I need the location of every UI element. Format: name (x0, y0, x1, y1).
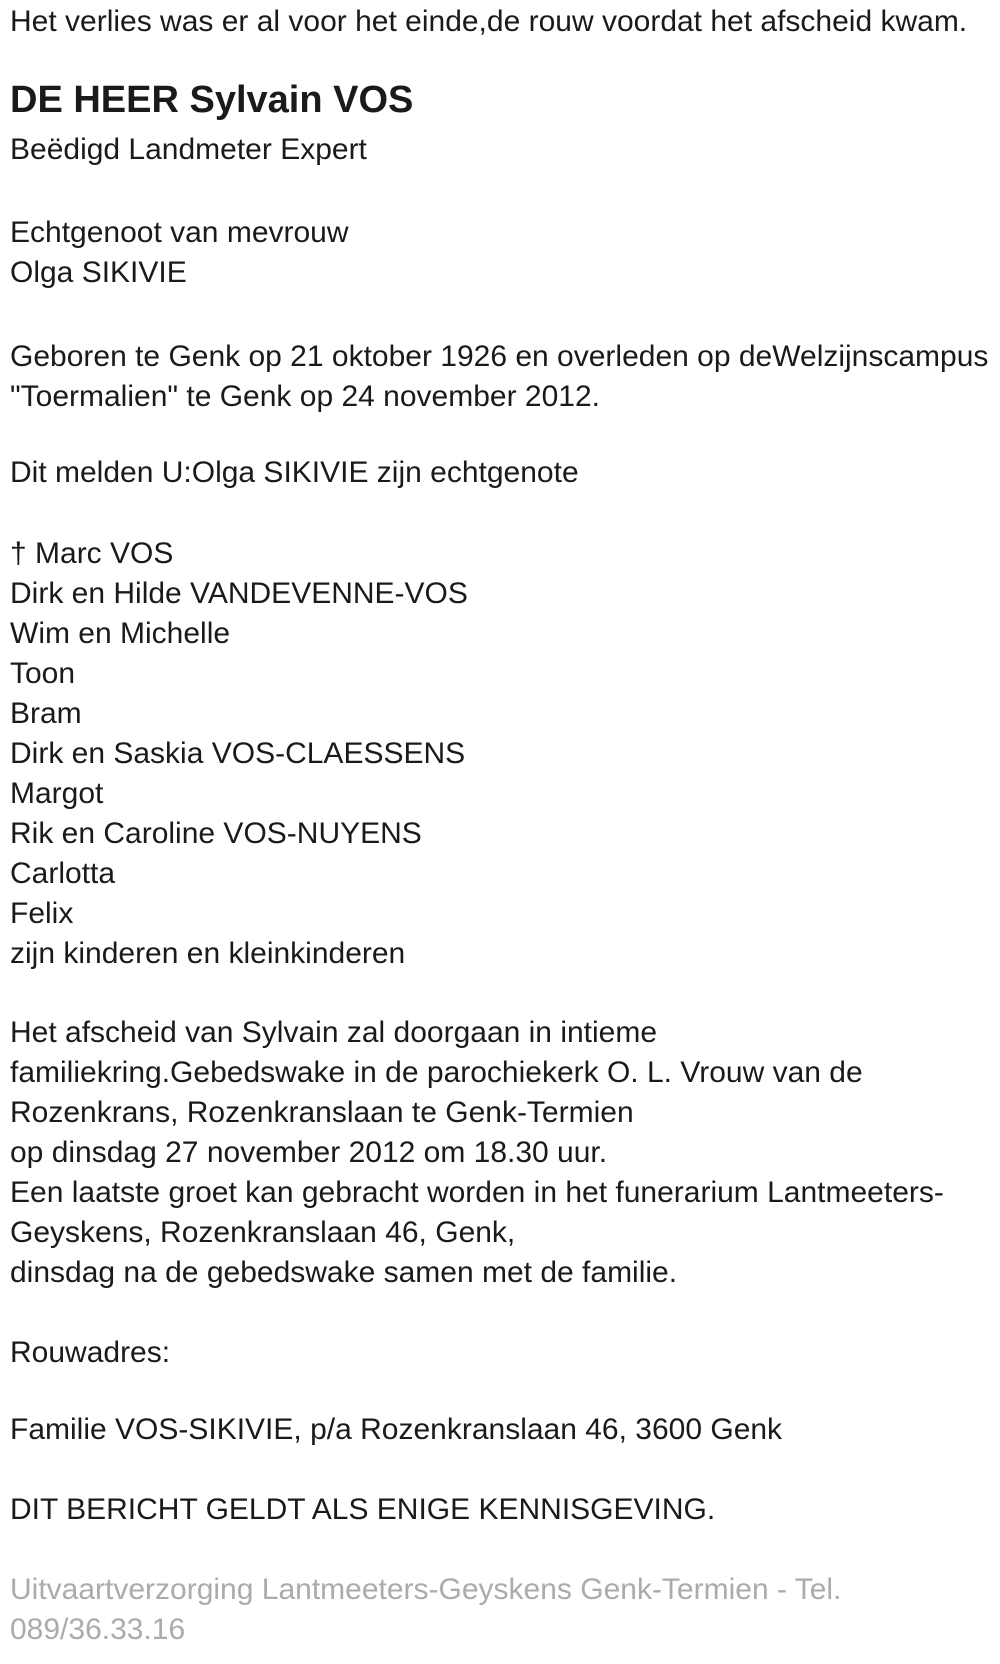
profession-subtitle: Beëdigd Landmeter Expert (10, 133, 367, 166)
family-list (10, 534, 1000, 974)
text-line: Wim en Michelle (10, 617, 231, 650)
text-line: Een laatste groet kan gebracht worden in het funerarium Lantmeeters- (10, 1176, 944, 1209)
ceremony-section (10, 1013, 1000, 1293)
deceased-name-title: DE HEER Sylvain VOS (10, 79, 414, 121)
text-line: Carlotta (10, 857, 116, 890)
birth-death-section (10, 337, 1000, 417)
text-line: Rozenkrans, Rozenkranslaan te Genk-Termien (10, 1096, 634, 1129)
text-line: dinsdag na de gebedswake samen met de familie. (10, 1256, 678, 1289)
text-line: † Marc VOS (10, 537, 174, 570)
single-notification-line: DIT BERICHT GELDT ALS ENIGE KENNISGEVING. (10, 1493, 716, 1526)
text-line: "Toermalien" te Genk op 24 november 2012. (10, 380, 600, 413)
text-line: op dinsdag 27 november 2012 om 18.30 uur. (10, 1136, 608, 1169)
text-line: Toon (10, 657, 76, 690)
spouse-section (10, 213, 1000, 293)
text-line: Geboren te Genk op 21 oktober 1926 en overleden op deWelzijnscampus (10, 340, 989, 373)
funeral-home-footer (10, 1570, 1000, 1650)
text-line: Het afscheid van Sylvain zal doorgaan in intieme (10, 1016, 658, 1049)
text-line: Dirk en Saskia VOS-CLAESSENS (10, 737, 466, 770)
text-line: 089/36.33.16 (10, 1613, 186, 1646)
text-line: zijn kinderen en kleinkinderen (10, 937, 406, 970)
text-line: Uitvaartverzorging Lantmeeters-Geyskens Genk-Termien - Tel. (10, 1573, 842, 1606)
text-line: Dirk en Hilde VANDEVENNE-VOS (10, 577, 468, 610)
text-line: Margot (10, 777, 104, 810)
text-line: Echtgenoot van mevrouw (10, 216, 349, 249)
text-line: Geyskens, Rozenkranslaan 46, Genk, (10, 1216, 516, 1249)
mourning-address-line: Familie VOS-SIKIVIE, p/a Rozenkranslaan 46, 3600 Genk (10, 1413, 783, 1446)
announcement-line: Dit melden U:Olga SIKIVIE zijn echtgenote (10, 456, 579, 489)
text-line: Olga SIKIVIE (10, 256, 187, 289)
text-line: familiekring.Gebedswake in de parochiekerk O. L. Vrouw van de (10, 1056, 863, 1089)
text-line: Rik en Caroline VOS-NUYENS (10, 817, 422, 850)
epigraph-line: Het verlies was er al voor het einde,de rouw voordat het afscheid kwam. (10, 5, 968, 38)
mourning-address-label: Rouwadres: (10, 1336, 171, 1369)
text-line: Bram (10, 697, 82, 730)
text-line: Felix (10, 897, 74, 930)
